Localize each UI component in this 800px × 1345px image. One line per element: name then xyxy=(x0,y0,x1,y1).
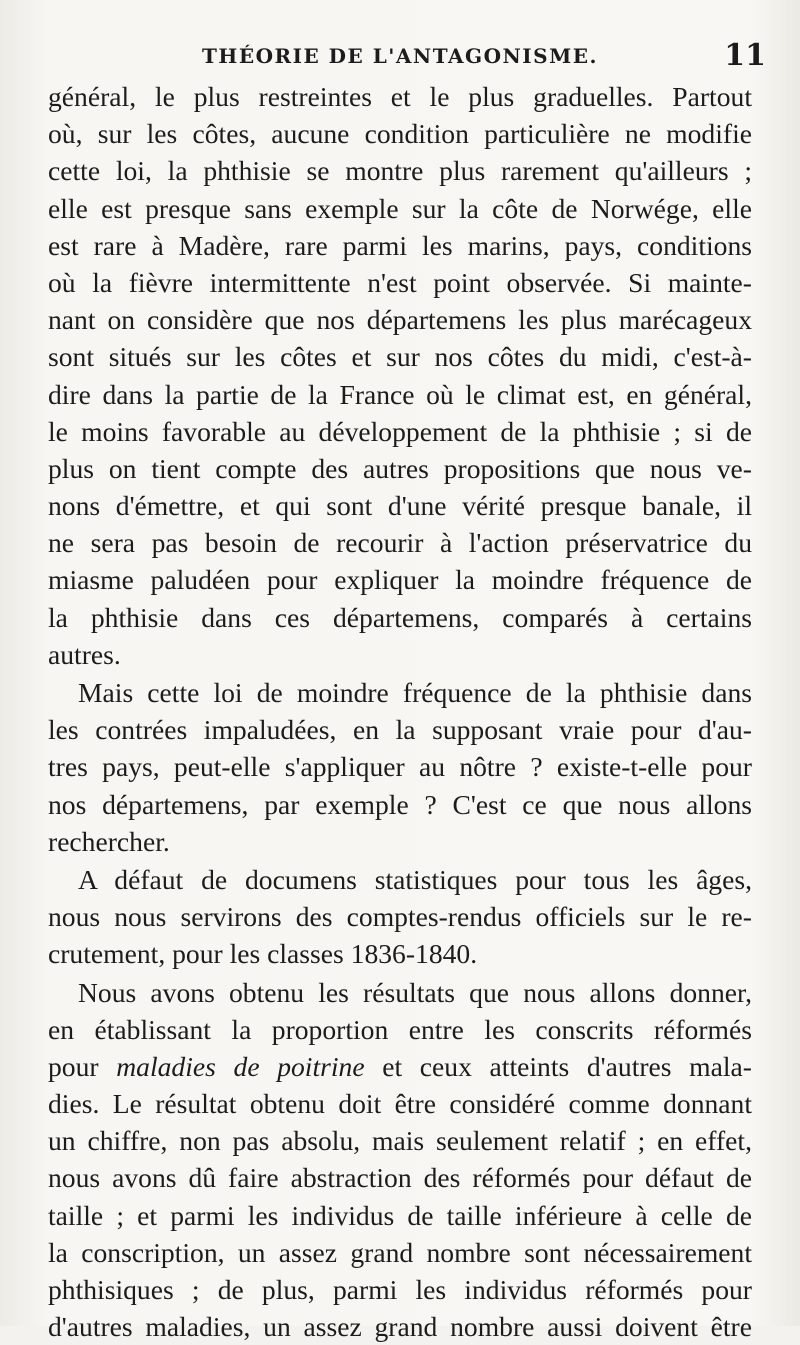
italic-phrase: maladies de poitrine xyxy=(116,1051,364,1082)
text-line: d'autres maladies, un assez grand nombre aussi doivent être xyxy=(48,1308,752,1345)
page-header xyxy=(0,38,800,82)
paragraph xyxy=(48,674,752,860)
text-line: où la fièvre intermittente n'est point observée. Si mainte- xyxy=(48,264,752,301)
text-line: ne sera pas besoin de recourir à l'action préservatrice du xyxy=(48,524,752,561)
text-line: taille ; et parmi les individus de taille inférieure à celle de xyxy=(48,1197,752,1234)
text-line: crutement, pour les classes 1836-1840. xyxy=(48,935,752,972)
text-line: sont situés sur les côtes et sur nos côtes du midi, c'est-à- xyxy=(48,338,752,375)
running-head: THÉORIE DE L'ANTAGONISME. xyxy=(0,44,800,68)
text-line: dies. Le résultat obtenu doit être considéré comme donnant xyxy=(48,1085,752,1122)
text-line: le moins favorable au développement de la phthisie ; si de xyxy=(48,413,752,450)
text-line: la conscription, un assez grand nombre sont nécessairement xyxy=(48,1234,752,1271)
text-line: miasme paludéen pour expliquer la moindre fréquence de xyxy=(48,561,752,598)
text-line: Nous avons obtenu les résultats que nous allons donner, xyxy=(48,974,752,1011)
text-line: nons d'émettre, et qui sont d'une vérité presque banale, il xyxy=(48,487,752,524)
text-line: cette loi, la phthisie se montre plus rarement qu'ailleurs ; xyxy=(48,152,752,189)
text-line: nous avons dû faire abstraction des réformés pour défaut de xyxy=(48,1159,752,1196)
text-line: tres pays, peut-elle s'appliquer au nôtre ? existe-t-elle pour xyxy=(48,748,752,785)
text-line: pour maladies de poitrine et ceux atteints d'autres mala- xyxy=(48,1048,752,1085)
body-text xyxy=(48,78,752,1345)
paragraph xyxy=(48,861,752,973)
text-line: nous nous servirons des comptes-rendus officiels sur le re- xyxy=(48,898,752,935)
text-line: nant on considère que nos départemens les plus marécageux xyxy=(48,301,752,338)
text-line: rechercher. xyxy=(48,823,752,860)
text-line: phthisiques ; de plus, parmi les individus réformés pour xyxy=(48,1271,752,1308)
text-line: Mais cette loi de moindre fréquence de la phthisie dans xyxy=(48,674,752,711)
text-line: plus on tient compte des autres propositions que nous ve- xyxy=(48,450,752,487)
text-line: dire dans la partie de la France où le climat est, en général, xyxy=(48,376,752,413)
text-line: autres. xyxy=(48,636,752,673)
page-number: 11 xyxy=(724,38,766,73)
text-line: en établissant la proportion entre les conscrits réformés xyxy=(48,1011,752,1048)
text-line: général, le plus restreintes et le plus graduelles. Partout xyxy=(48,78,752,115)
paragraph xyxy=(48,78,752,673)
text-line: les contrées impaludées, en la supposant vraie pour d'au- xyxy=(48,711,752,748)
text-line: un chiffre, non pas absolu, mais seulement relatif ; en effet, xyxy=(48,1122,752,1159)
text-line: A défaut de documens statistiques pour tous les âges, xyxy=(48,861,752,898)
text-line: elle est presque sans exemple sur la côte de Norwége, elle xyxy=(48,190,752,227)
paragraph xyxy=(48,974,752,1345)
text-line: où, sur les côtes, aucune condition particulière ne modifie xyxy=(48,115,752,152)
text-line: nos départemens, par exemple ? C'est ce que nous allons xyxy=(48,786,752,823)
text-line: la phthisie dans ces départemens, comparés à certains xyxy=(48,599,752,636)
text-line: est rare à Madère, rare parmi les marins, pays, conditions xyxy=(48,227,752,264)
